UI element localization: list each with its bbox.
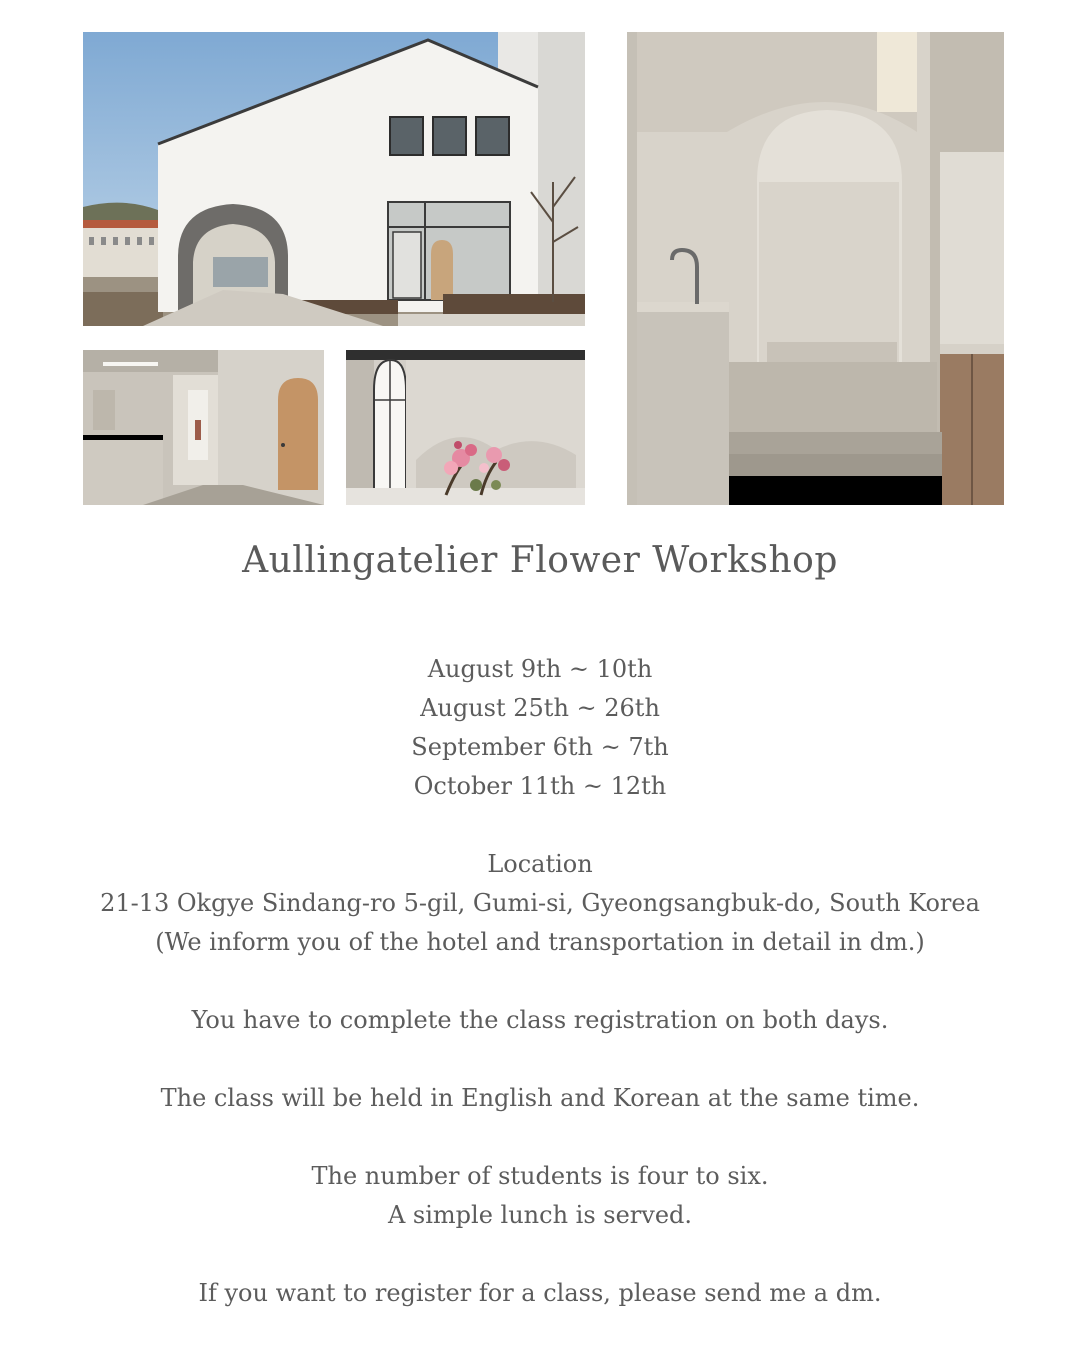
location-address: 21-13 Okgye Sindang-ro 5-gil, Gumi-si, Gyeongsangbuk-do, South Korea xyxy=(100,889,980,917)
language-info: The class will be held in English and Korean at the same time. xyxy=(160,1084,920,1112)
location-heading: Location xyxy=(487,850,593,878)
exterior-building-photo xyxy=(83,32,585,326)
contact-info: If you want to register for a class, please send me a dm. xyxy=(198,1279,882,1307)
date-line: September 6th ~ 7th xyxy=(411,733,669,761)
students-info: The number of students is four to six. xyxy=(311,1162,769,1190)
date-line: August 25th ~ 26th xyxy=(420,694,660,722)
interior-corridor-photo xyxy=(83,350,324,505)
date-line: August 9th ~ 10th xyxy=(427,655,653,683)
workshop-details xyxy=(0,650,1080,1313)
interior-sink-photo xyxy=(627,32,1004,505)
date-line: October 11th ~ 12th xyxy=(413,772,667,800)
workshop-title: Aullingatelier Flower Workshop xyxy=(242,540,838,581)
location-note: (We inform you of the hotel and transportation in detail in dm.) xyxy=(155,928,925,956)
flower-room-photo xyxy=(346,350,585,505)
lunch-info: A simple lunch is served. xyxy=(387,1201,693,1229)
registration-info: You have to complete the class registration on both days. xyxy=(191,1006,889,1034)
